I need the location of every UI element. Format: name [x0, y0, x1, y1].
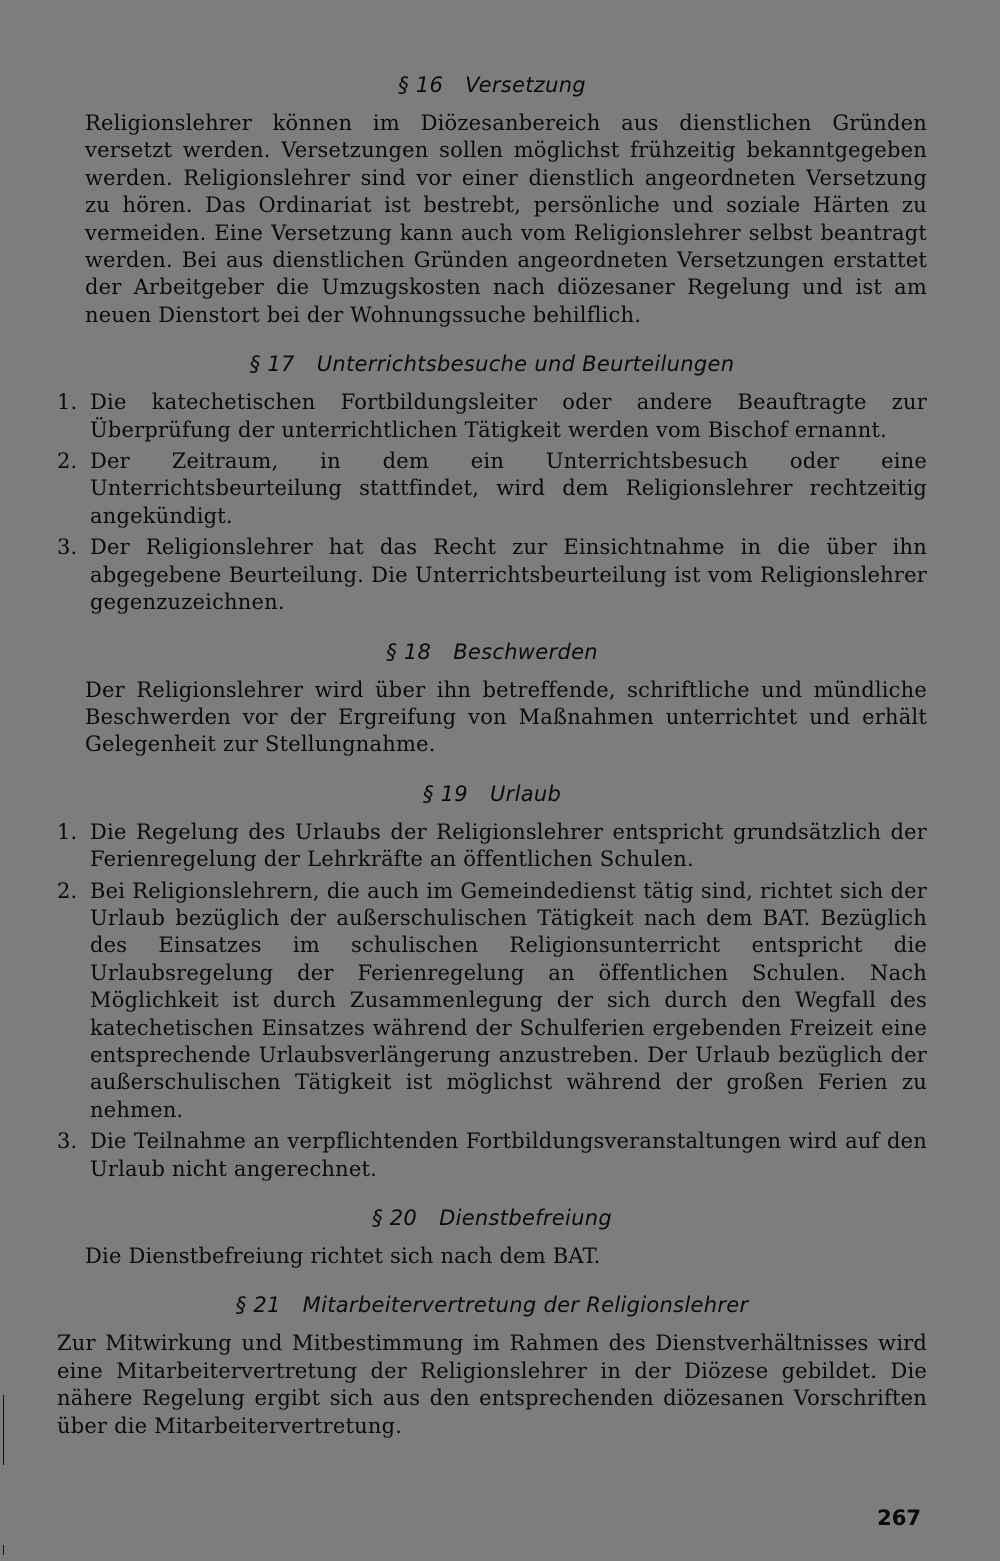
- section-heading: [57, 72, 927, 99]
- section-heading: [57, 639, 927, 666]
- section-number: § 18: [386, 639, 432, 664]
- section-number: § 16: [398, 73, 444, 97]
- section-title: Mitarbeitervertretung der Religionslehrer: [302, 1293, 749, 1318]
- section-number: § 20: [372, 1206, 418, 1230]
- list-item: [57, 878, 927, 1125]
- list-item-number: 2.: [57, 878, 78, 903]
- list-item: [57, 534, 927, 616]
- section-paragraph: Der Religionslehrer wird über ihn betreffende, schriftliche und mündliche Beschwerden vor der Ergreifung von Maßnahmen unterrichtet und erhält Gelegenheit zur Stellungnahme.: [85, 677, 927, 757]
- section-heading: [57, 1292, 927, 1319]
- list-item: [57, 389, 927, 444]
- section-number: § 21: [235, 1293, 281, 1318]
- list-item-text: Der Zeitraum, in dem ein Unterrichtsbesuch oder eine Unterrichtsbeurteilung stattfindet, wird dem Religionslehrer rechtzeitig angekündigt.: [90, 449, 927, 528]
- section-title: Urlaub: [489, 781, 562, 806]
- list-item: [57, 1128, 927, 1183]
- list-item-text: Die Regelung des Urlaubs der Religionslehrer entspricht grundsätzlich der Ferienregelung der Lehrkräfte an öffentlichen Schulen.: [90, 819, 927, 872]
- section-heading: [57, 781, 927, 808]
- scan-edge-mark: [3, 1545, 4, 1555]
- section-list: [57, 389, 927, 616]
- list-item-text: Der Religionslehrer hat das Recht zur Einsichtnahme in die über ihn abgegebene Beurteilung. Die Unterrichtsbeurteilung ist vom Religionslehrer gegenzuzeichnen.: [90, 535, 927, 615]
- section-title: Unterrichtsbesuche und Beurteilungen: [316, 352, 735, 377]
- list-item: [57, 819, 927, 874]
- section-paragraph: Die Dienstbefreiung richtet sich nach dem BAT.: [85, 1244, 601, 1268]
- section-number: § 19: [422, 781, 468, 806]
- list-item-text: Die Teilnahme an verpflichtenden Fortbildungsveranstaltungen wird auf den Urlaub nicht angerechnet.: [90, 1129, 927, 1181]
- section-paragraph: Zur Mitwirkung und Mitbestimmung im Rahmen des Dienstverhältnisses wird eine Mitarbeitervertretung der Religionslehrer in der Diözese gebildet. Die nähere Regelung ergibt sich aus den entsprechenden diözesanen Vorschriften über die Mitarbeitervertretung.: [57, 1331, 927, 1438]
- section-heading: [57, 1205, 927, 1232]
- list-item: [57, 448, 927, 530]
- list-item-text: Die katechetischen Fortbildungsleiter oder andere Beauftragte zur Überprüfung der unterrichtlichen Tätigkeit werden vom Bischof ernannt.: [90, 390, 927, 442]
- section-title: Versetzung: [465, 73, 586, 97]
- document-page: [57, 72, 927, 1532]
- section-title: Dienstbefreiung: [439, 1206, 612, 1230]
- list-item-number: 3.: [57, 535, 78, 560]
- section-title: Beschwerden: [453, 639, 598, 664]
- list-item-number: 1.: [57, 819, 78, 844]
- list-item-text: Bei Religionslehrern, die auch im Gemeindedienst tätig sind, richtet sich der Urlaub bezüglich der außerschulischen Tätigkeit nach dem BAT. Bezüglich des Einsatzes im schulischen Religionsunterricht entspricht die Urlaubsregelung der Ferienregelung an öffentlichen Schulen. Nach Möglichkeit ist durch Zusammenlegung der sich durch den Wegfall des katechetischen Einsatzes während der Schulferien ergebenden Freizeit eine entsprechende Urlaubsverlängerung anzustreben. Der Urlaub bezüglich der außerschulischen Tätigkeit ist möglichst während der großen Ferien zu nehmen.: [90, 878, 927, 1122]
- list-item-number: 3.: [57, 1129, 78, 1154]
- list-item-number: 1.: [57, 390, 78, 415]
- scan-edge-mark: [3, 1395, 4, 1465]
- section-number: § 17: [249, 352, 295, 377]
- section-list: [57, 819, 927, 1183]
- list-item-number: 2.: [57, 449, 78, 474]
- section-paragraph: Religionslehrer können im Diözesanbereich aus dienstlichen Gründen versetzt werden. Versetzungen sollen möglichst frühzeitig bekanntgegeben werden. Religionslehrer sind vor einer dienstlich angeordneten Versetzung zu hören. Das Ordinariat ist bestrebt, persönliche und soziale Härten zu vermeiden. Eine Versetzung kann auch vom Religionslehrer selbst beantragt werden. Bei aus dienstlichen Gründen angeordneten Versetzungen erstattet der Arbeitgeber die Umzugskosten nach diözesaner Regelung und ist am neuen Dienstort bei der Wohnungssuche behilflich.: [85, 111, 927, 327]
- page-number: 267: [877, 1505, 921, 1530]
- section-heading: [57, 351, 927, 378]
